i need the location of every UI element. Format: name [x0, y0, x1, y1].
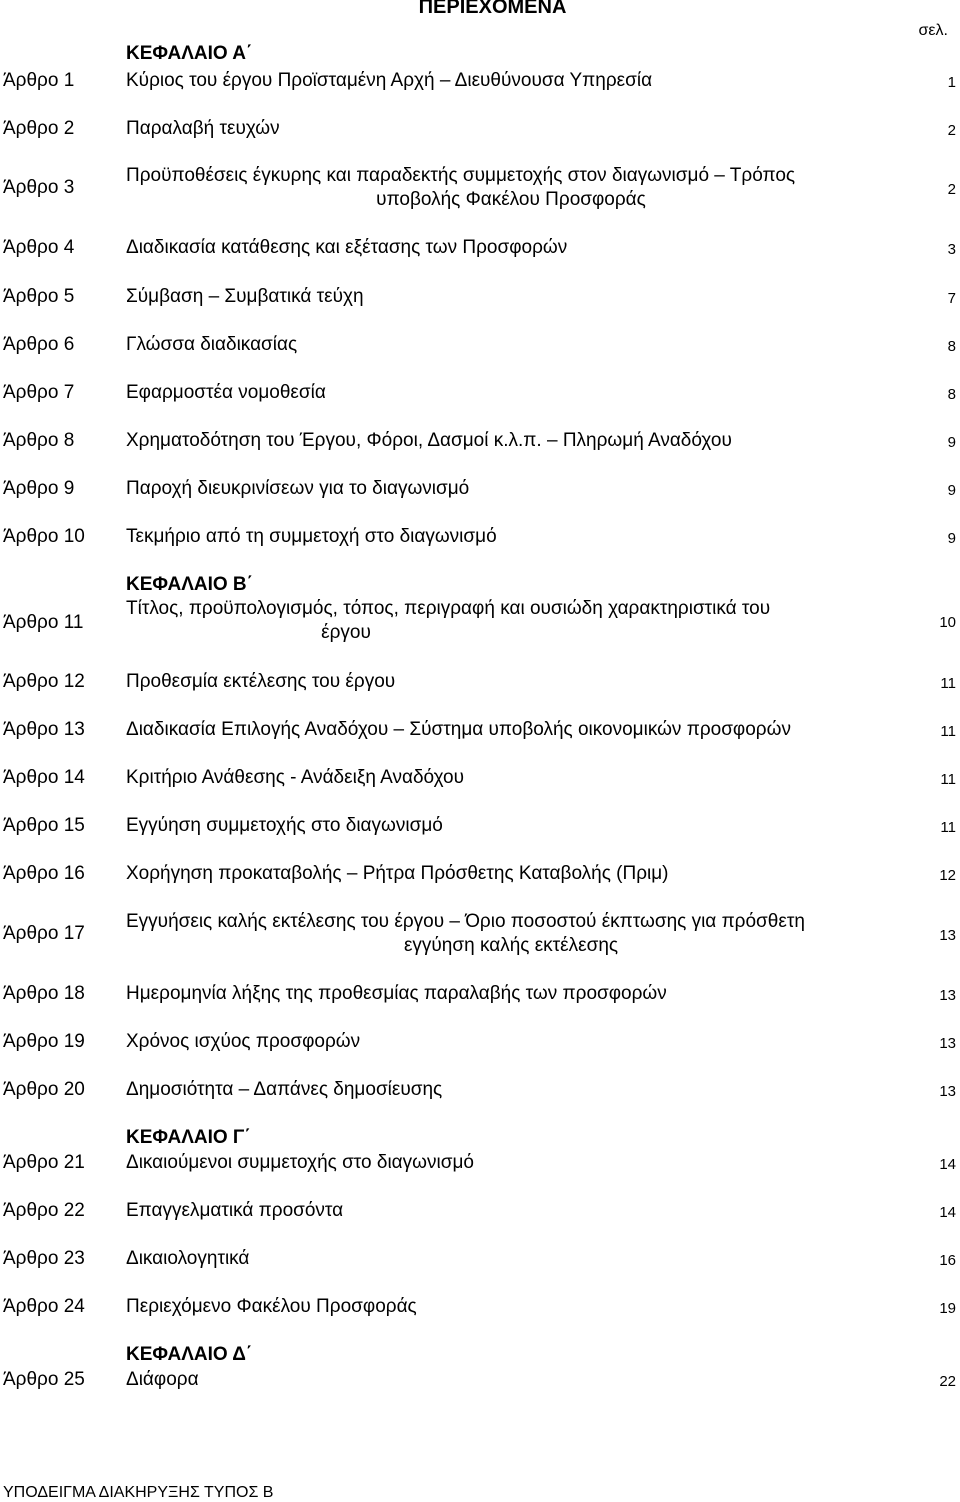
article-title: Σύμβαση – Συμβατικά τεύχη — [126, 286, 364, 307]
article-number: Άρθρο 24 — [3, 1296, 85, 1317]
article-number: Άρθρο 11 — [3, 612, 84, 633]
page-number: 1 — [947, 74, 956, 91]
article-title: Παροχή διευκρινίσεων για το διαγωνισμό — [126, 478, 470, 499]
page-number: 3 — [947, 241, 956, 258]
article-number: Άρθρο 7 — [3, 382, 75, 403]
article-number: Άρθρο 17 — [3, 923, 85, 944]
article-title-line2: υποβολής Φακέλου Προσφοράς — [376, 189, 646, 210]
page-number: 8 — [947, 338, 956, 355]
article-title: Προθεσμία εκτέλεσης του έργου — [126, 671, 396, 692]
article-number: Άρθρο 10 — [3, 526, 85, 547]
article-number: Άρθρο 6 — [3, 334, 75, 355]
article-number: Άρθρο 5 — [3, 286, 75, 307]
article-number: Άρθρο 9 — [3, 478, 75, 499]
article-number: Άρθρο 18 — [3, 983, 85, 1004]
page-number: 11 — [940, 771, 956, 788]
page-number: 11 — [940, 723, 956, 740]
article-number: Άρθρο 15 — [3, 815, 85, 836]
article-title: Δημοσιότητα – Δαπάνες δημοσίευσης — [126, 1079, 443, 1100]
article-title: Διαδικασία Επιλογής Αναδόχου – Σύστημα υποβολής οικονομικών προσφορών — [126, 719, 791, 740]
page-number: 16 — [939, 1252, 956, 1269]
article-number: Άρθρο 12 — [3, 671, 85, 692]
page-number: 9 — [947, 530, 956, 547]
article-title-line2: έργου — [321, 622, 371, 643]
article-number: Άρθρο 25 — [3, 1369, 85, 1390]
page-number: 9 — [947, 434, 956, 451]
page-number: 8 — [947, 386, 956, 403]
article-title: Παραλαβή τευχών — [126, 118, 280, 139]
article-number: Άρθρο 23 — [3, 1248, 85, 1269]
chapter-heading: ΚΕΦΑΛΑΙΟ Δ΄ — [126, 1344, 253, 1365]
article-number: Άρθρο 14 — [3, 767, 85, 788]
page-number: 13 — [939, 1083, 956, 1100]
article-title: Χρόνος ισχύος προσφορών — [126, 1031, 361, 1052]
page-number: 19 — [939, 1300, 956, 1317]
chapter-heading: ΚΕΦΑΛΑΙΟ Γ΄ — [126, 1127, 251, 1148]
page-number: 11 — [940, 675, 956, 692]
article-title-line1: Εγγυήσεις καλής εκτέλεσης του έργου – Όριο ποσοστού έκπτωσης για πρόσθετη — [126, 911, 805, 932]
article-title: Δικαιολογητικά — [126, 1248, 250, 1269]
page-number: 7 — [947, 290, 956, 307]
article-number: Άρθρο 3 — [3, 177, 75, 198]
article-title: Χρηματοδότηση του Έργου, Φόροι, Δασμοί κ.λ.π. – Πληρωμή Αναδόχου — [126, 430, 732, 451]
page-number: 12 — [939, 867, 956, 884]
article-title: Κριτήριο Ανάθεσης - Ανάδειξη Αναδόχου — [126, 767, 464, 788]
article-title: Εφαρμοστέα νομοθεσία — [126, 382, 326, 403]
article-title: Χορήγηση προκαταβολής – Ρήτρα Πρόσθετης Καταβολής (Πριμ) — [126, 863, 669, 884]
article-title: Εγγύηση συμμετοχής στο διαγωνισμό — [126, 815, 443, 836]
chapter-heading: ΚΕΦΑΛΑΙΟ Α΄ — [126, 43, 253, 64]
article-title: Περιεχόμενο Φακέλου Προσφοράς — [126, 1296, 417, 1317]
page-column-label: σελ. — [918, 22, 948, 39]
page-number: 14 — [939, 1204, 956, 1221]
article-title-line1: Τίτλος, προϋπολογισμός, τόπος, περιγραφή και ουσιώδη χαρακτηριστικά του — [126, 598, 771, 619]
page-number: 2 — [947, 122, 956, 139]
page-title: ΠΕΡΙΕΧΟΜΕΝΑ — [418, 0, 567, 18]
article-title: Ημερομηνία λήξης της προθεσμίας παραλαβής των προσφορών — [126, 983, 667, 1004]
article-number: Άρθρο 22 — [3, 1200, 85, 1221]
page-number: 13 — [939, 987, 956, 1004]
page-number: 13 — [939, 927, 956, 944]
article-title-line2: εγγύηση καλής εκτέλεσης — [403, 935, 619, 956]
footer-text: ΥΠΟΔΕΙΓΜΑ ΔΙΑΚΗΡΥΞΗΣ ΤΥΠΟΣ Β — [3, 1484, 274, 1501]
page-number: 10 — [939, 614, 956, 631]
article-number: Άρθρο 1 — [3, 70, 75, 91]
page-number: 13 — [939, 1035, 956, 1052]
article-title: Κύριος του έργου Προϊσταμένη Αρχή – Διευθύνουσα Υπηρεσία — [126, 70, 653, 91]
article-number: Άρθρο 13 — [3, 719, 85, 740]
page-number: 22 — [939, 1373, 956, 1390]
article-title: Διάφορα — [126, 1369, 199, 1390]
article-title: Δικαιούμενοι συμμετοχής στο διαγωνισμό — [126, 1152, 474, 1173]
article-title-line1: Προϋποθέσεις έγκυρης και παραδεκτής συμμετοχής στον διαγωνισμό – Τρόπος — [126, 165, 796, 186]
article-number: Άρθρο 16 — [3, 863, 85, 884]
article-title: Επαγγελματικά προσόντα — [126, 1200, 344, 1221]
article-number: Άρθρο 4 — [3, 237, 75, 258]
article-title: Διαδικασία κατάθεσης και εξέτασης των Προσφορών — [126, 237, 568, 258]
article-number: Άρθρο 8 — [3, 430, 75, 451]
article-title: Τεκμήριο από τη συμμετοχή στο διαγωνισμό — [126, 526, 497, 547]
chapter-heading: ΚΕΦΑΛΑΙΟ Β΄ — [126, 574, 253, 595]
page-number: 14 — [939, 1156, 956, 1173]
page-number: 2 — [947, 181, 956, 198]
article-number: Άρθρο 21 — [3, 1152, 85, 1173]
article-number: Άρθρο 2 — [3, 118, 75, 139]
article-number: Άρθρο 19 — [3, 1031, 85, 1052]
page-number: 9 — [947, 482, 956, 499]
page-number: 11 — [940, 819, 956, 836]
article-number: Άρθρο 20 — [3, 1079, 85, 1100]
article-title: Γλώσσα διαδικασίας — [126, 334, 298, 355]
